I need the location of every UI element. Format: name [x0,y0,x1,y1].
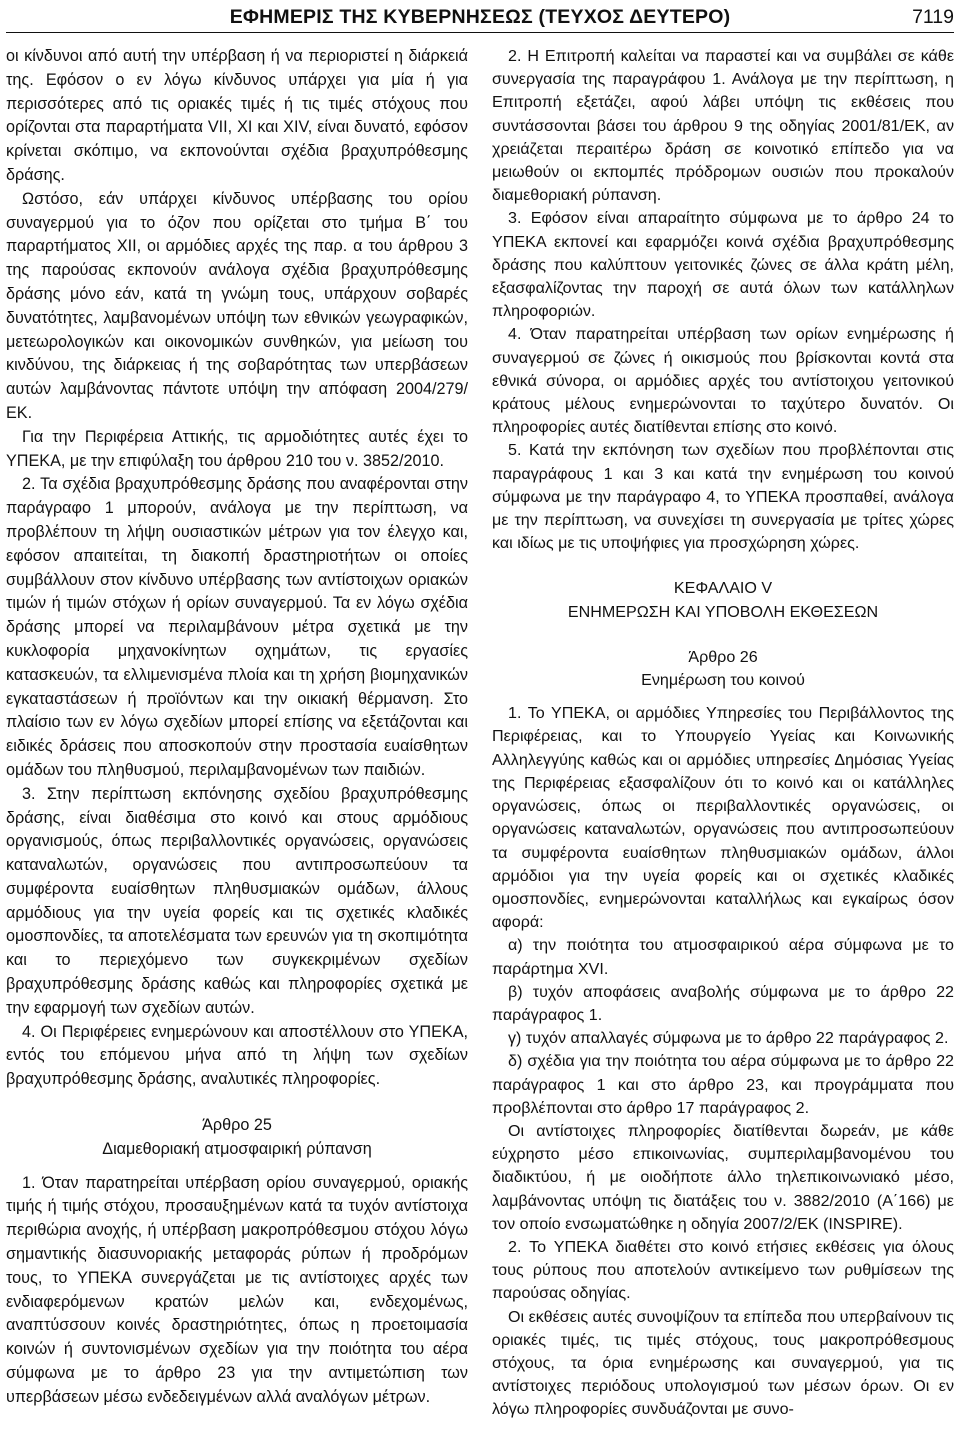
left-column [6,45,468,1410]
paragraph: Οι εκθέσεις αυτές συνοψίζουν τα επίπεδα που υπερβαίνουν τις οριακές τιμές, τις τιμές στόχους, τους μακροπρόθεσμους στόχους, τα όρια ενημέρωσης και συναγερμού, για τις αντίστοιχες περιόδους υπολογισμού των μέσων όρων. Οι εν λόγω πληροφορίες συνδυάζονται με συνο- [492,1307,954,1419]
paragraph: Ωστόσο, εάν υπάρχει κίνδυνος υπέρβασης του ορίου συναγερμού για το όζον που ορίζεται στο τμήμα Β΄ του παραρτήματος XII, οι αρμόδιες αρχές της παρ. α του άρθρου 3 της παρούσας εκπονούν ανάλογα σχέδια βραχυπρόθεσμης δράσης μόνο εάν, κατά τη γνώμη τους, υπάρχουν σοβαρές δυνατότητες, λαμβανομένων υπόψη των εθνικών γεωγραφικών, μετεωρολογικών και οικονομικών συνθηκών, για μείωση του κινδύνου, της διάρκειας ή της σοβαρότητας των υπερβάσεων αυτών λαμβάνοντας πάντοτε υπόψη την απόφαση 2004/279/ΕΚ. [6,189,468,422]
chapter-title: ΕΝΗΜΕΡΩΣΗ ΚΑΙ ΥΠΟΒΟΛΗ ΕΚΘΕΣΕΩΝ [567,602,879,621]
paragraph: γ) τυχόν απαλλαγές σύμφωνα με το άρθρο 22 παράγραφος 2. [508,1029,949,1048]
paragraph: δ) σχέδια για την ποιότητα του αέρα σύμφωνα με το άρθρο 22 παράγραφος 1 και στο άρθρο 23, και προγράμματα που προβλέπονται στο άρθρο 17 παράγραφος 2. [492,1052,954,1117]
paragraph: 4. Όταν παρατηρείται υπέρβαση των ορίων ενημέρωσης ή συναγερμού σε ζώνες ή οικισμούς που βρίσκονται κοντά στα εθνικά σύνορα, οι αρμόδιες αρχές του αντίστοιχου γειτονικού κράτους μέλους ενημερώνονται το ταχύτερο δυνατόν. Οι πληροφορίες αυτές διατίθενται επίσης στο κοινό. [492,325,954,437]
paragraph: 3. Εφόσον είναι απαραίτητο σύμφωνα με το άρθρο 24 το ΥΠΕΚΑ εκπονεί και εφαρμόζει κοινά σχέδια βραχυπρόθεσμης δράσης που καλύπτουν γειτονικές ζώνες σε άλλα κράτη μέλη, εξασφαλίζοντας την παροχή σε αυτά όλων των κατάλληλων πληροφοριών. [492,209,954,321]
article-title: Ενημέρωση του κοινού [641,671,805,690]
article-number: Άρθρο 26 [688,647,758,666]
paragraph: οι κίνδυνοι από αυτή την υπέρβαση ή να περιοριστεί η διάρκειά της. Εφόσον ο εν λόγω κίνδυνος υπάρχει για μία ή για περισσότερες από τις οριακές τιμές ή τις τιμές στόχους που ορίζονται στα παραρτήματα VII, XI και XIV, είναι δυνατό, εφόσον κρίνεται σκόπιμο, να εκπονούνται σχέδια βραχυπρόθεσμης δράσης. [6,47,468,184]
paragraph: 1. Όταν παρατηρείται υπέρβαση ορίου συναγερμού, οριακής τιμής ή τιμής στόχου, προσαυξημένων κατά τα τυχόν αντίστοιχα περιθώρια ανοχής, ή υπέρβαση μακροπρόθεσμου στόχου λόγω σημαντικής διασυνοριακής μεταφοράς ρύπων ή προδρόμων τους, το ΥΠΕΚΑ συνεργάζεται με τις αντίστοιχες αρχές των ενδιαφερόμενων κρατών μελών και, ενδεχομένως, αναπτύσσουν κοινές δραστηριότητες, όπως η προετοιμασία κοινών ή συντονισμένων σχεδίων για την ποιότητα του αέρα σύμφωνα με το άρθρο 23 για την αντιμετώπιση των υπερβάσεων μέσω ενδεδειγμένων αλλά αναλόγων μέτρων. [6,1173,468,1406]
paragraph: α) την ποιότητα του ατμοσφαιρικού αέρα σύμφωνα με το παράρτημα XVI. [492,936,954,978]
right-column [492,45,954,1422]
paragraph: 4. Οι Περιφέρειες ενημερώνουν και αποστέλλουν στο ΥΠΕΚΑ, εντός του επόμενου μήνα από τη λήψη των σχεδίων βραχυπρόθεσμης δράσης, αναλυτικές πληροφορίες. [6,1022,468,1089]
paragraph: β) τυχόν αποφάσεις αναβολής σύμφωνα με το άρθρο 22 παράγραφος 1. [492,982,954,1024]
paragraph: 5. Κατά την εκπόνηση των σχεδίων που προβλέπονται στις παραγράφους 1 και 3 και κατά την ενημέρωση του κοινού σύμφωνα με την παράγραφο 4, το ΥΠΕΚΑ προσπαθεί, ανάλογα με την περίπτωση, να συνεχίσει τη συνεργασία με τρίτες χώρες και ιδίως με τις υποψήφιες για προσχώρηση χώρες. [492,441,954,553]
chapter-number: ΚΕΦΑΛΑΙΟ V [673,579,773,598]
paragraph: 2. Τα σχέδια βραχυπρόθεσμης δράσης που αναφέρονται στην παράγραφο 1 μπορούν, ανάλογα με την περίπτωση, να προβλέπουν τη λήψη ουσιαστικών μέτρων για τον έλεγχο και, εφόσον απαιτείται, τη διακοπή δραστηριοτήτων οι οποίες συμβάλλουν στον κίνδυνο υπέρβασης των αντίστοιχων οριακών τιμών ή τιμών στόχων ή ορίων συναγερμού. Τα εν λόγω σχέδια δράσης μπορεί να περιλαμβάνουν μέτρα σχετικά με την κυκλοφορία μηχανοκίνητων οχημάτων, τις εργασίες κατασκευών, τα ελλιμενισμένα πλοία και τη χρήση βιομηχανικών εγκαταστάσεων ή προϊόντων και την οικιακή θέρμανση. Στο πλαίσιο των εν λόγω σχεδίων μπορεί επίσης να εξετάζονται και ειδικές δράσεις που αποσκοπούν στην προστασία ευαίσθητων ομάδων του πληθυσμού, περιλαμβανομένων των παιδιών. [6,475,468,779]
paragraph: 2. Το ΥΠΕΚΑ διαθέτει στο κοινό ετήσιες εκθέσεις για όλους τους ρύπους που αποτελούν αντικείμενο των ρυθμίσεων της παρούσας οδηγίας. [492,1237,954,1303]
article-title: Διαμεθοριακή ατμοσφαιρική ρύπανση [102,1139,372,1158]
page-header [6,4,954,33]
page-number: 7119 [912,6,954,28]
gazette-title: ΕΦΗΜΕΡΙΣ ΤΗΣ ΚΥΒΕΡΝΗΣΕΩΣ (ΤΕΥΧΟΣ ΔΕΥΤΕΡΟ) [229,6,731,28]
paragraph: Για την Περιφέρεια Αττικής, τις αρμοδιότητες αυτές έχει το ΥΠΕΚΑ, με την επιφύλαξη του άρθρου 210 του ν. 3852/2010. [6,427,468,470]
paragraph: 3. Στην περίπτωση εκπόνησης σχεδίου βραχυπρόθεσμης δράσης, είναι διαθέσιμα στο κοινό και στους αρμόδιους οργανισμούς, όπως περιβαλλοντικές οργανώσεις, οργανώσεις καταναλωτών, οργανώσεις που αντιπροσωπεύουν τα συμφέροντα ευαίσθητων πληθυσμιακών ομάδων, άλλους αρμόδιους για την υγεία φορείς και τις σχετικές κλαδικές ομοσπονδίες, τα αποτελέσματα των ερευνών για τη σκοπιμότητα και το περιεχόμενο των συγκεκριμένων σχεδίων βραχυπρόθεσμης δράσης καθώς και πληροφορίες σχετικά με την εφαρμογή των σχεδίων αυτών. [6,784,468,1017]
paragraph: Οι αντίστοιχες πληροφορίες διατίθενται δωρεάν, με κάθε εύχρηστο μέσο επικοινωνίας, συμπεριλαμβανομένου του διαδικτύου, ή με οιοδήποτε άλλο τηλεπικοινωνιακό μέσο, λαμβάνοντας υπόψη τις διατάξεις του ν. 3882/2010 (Α΄166) με τον οποίο ενσωματώθηκε η οδηγία 2007/2/ΕΚ (INSPIRE). [492,1121,954,1233]
paragraph: 2. Η Επιτροπή καλείται να παραστεί και να συμβάλει σε κάθε συνεργασία της παραγράφου 1. Ανάλογα με την περίπτωση, η Επιτροπή εξετάζει, αφού λάβει υπόψη τις εκθέσεις που συντάσσονται βάσει του άρθρου 9 της οδηγίας 2001/81/ΕΚ, αν χρειάζεται περαιτέρω δράση σε κοινοτικό επίπεδο για να μειωθούν οι εκπομπές πρόδρομων ουσιών που προκαλούν διαμεθοριακή ρύπανση. [492,47,954,205]
article-number: Άρθρο 25 [202,1116,272,1135]
paragraph: 1. Το ΥΠΕΚΑ, οι αρμόδιες Υπηρεσίες του Περιβάλλοντος της Περιφέρειας, και το Υπουργείο Υγείας και Κοινωνικής Αλληλεγγύης καθώς και οι αρμόδιες υπηρεσίες Δημόσιας Υγείας της Περιφέρειας εξασφαλίζουν ότι το κοινό και οι κατάλληλες οργανώσεις, όπως οι περιβαλλοντικές οργανώσεις, οι οργανώσεις καταναλωτών, οργανώσεις που αντιπροσωπεύουν τα συμφέροντα ευαίσθητων πληθυσμιακών ομάδων, άλλοι αρμόδιοι για την υγεία φορείς και οι σχετικές κλαδικές ομοσπονδίες, ενημερώνονται καταλλήλως και εγκαίρως όσον αφορά: [492,704,954,932]
